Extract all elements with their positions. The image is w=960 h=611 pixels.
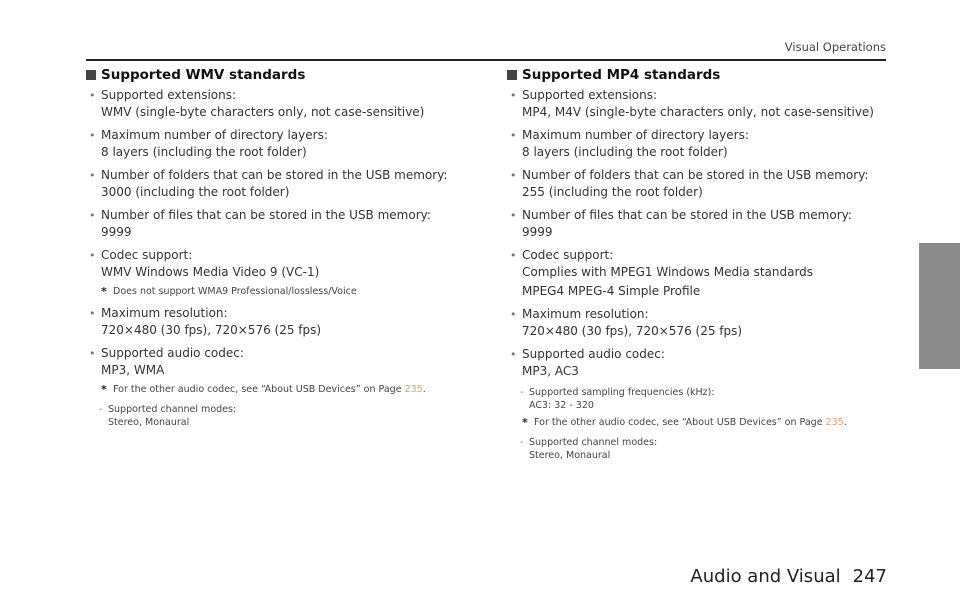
list-item: • Number of files that can be stored in the USB memory: 9999 <box>510 208 852 239</box>
bullet-icon: • <box>510 308 517 321</box>
bullet-icon: • <box>89 129 96 142</box>
list-item: • Maximum resolution: 720×480 (30 fps), 720×576 (25 fps) <box>89 306 322 337</box>
mp4-section <box>507 67 887 466</box>
sampling-frequencies: - Supported sampling frequencies (kHz): AC3: 32 - 320 <box>520 387 715 411</box>
chapter-side-tab <box>919 243 960 369</box>
audio-note: * For the other audio codec, see “About USB Devices” on Page 235. <box>101 383 426 396</box>
dash-icon: - <box>520 387 524 398</box>
channel-modes: - Supported channel modes: Stereo, Monaural <box>99 404 237 428</box>
bullet-icon: • <box>510 249 517 262</box>
dash-icon: - <box>520 437 524 448</box>
list-item: • Supported audio codec: MP3, WMA <box>89 346 244 377</box>
list-item: • Number of files that can be stored in the USB memory: 9999 <box>89 208 431 239</box>
bullet-icon: • <box>510 89 517 102</box>
mp4-section-title: Supported MP4 standards <box>507 67 887 83</box>
chapter-title: Audio and Visual <box>690 566 841 587</box>
bullet-icon: • <box>510 129 517 142</box>
square-bullet-icon <box>507 70 517 80</box>
bullet-icon: • <box>510 209 517 222</box>
page-link[interactable]: 235 <box>404 384 423 395</box>
page-footer <box>690 566 887 587</box>
list-item: • Maximum number of directory layers: 8 layers (including the root folder) <box>510 128 749 159</box>
header-rule <box>86 59 886 61</box>
bullet-icon: • <box>510 169 517 182</box>
asterisk-icon: * <box>101 285 107 298</box>
list-item: • Number of folders that can be stored in the USB memory: 3000 (including the root folder) <box>89 168 448 199</box>
bullet-icon: • <box>89 89 96 102</box>
bullet-icon: • <box>510 348 517 361</box>
bullet-icon: • <box>89 209 96 222</box>
asterisk-icon: * <box>101 383 107 396</box>
list-item: • Number of folders that can be stored in the USB memory: 255 (including the root folder) <box>510 168 869 199</box>
codec-note: * Does not support WMA9 Professional/lossless/Voice <box>101 285 357 298</box>
list-item: • Maximum number of directory layers: 8 layers (including the root folder) <box>89 128 328 159</box>
square-bullet-icon <box>86 70 96 80</box>
bullet-icon: • <box>89 169 96 182</box>
asterisk-icon: * <box>522 416 528 429</box>
list-item: • Maximum resolution: 720×480 (30 fps), 720×576 (25 fps) <box>510 307 743 338</box>
wmv-section <box>86 67 466 433</box>
list-item: • Supported extensions: WMV (single-byte characters only, not case-sensitive) <box>89 88 425 119</box>
audio-note: * For the other audio codec, see “About USB Devices” on Page 235. <box>522 416 847 429</box>
page-number: 247 <box>852 566 887 587</box>
section-header-label: Visual Operations <box>784 40 886 54</box>
bullet-icon: • <box>89 249 96 262</box>
page-link[interactable]: 235 <box>825 417 844 428</box>
channel-modes: - Supported channel modes: Stereo, Monaural <box>520 437 658 461</box>
bullet-icon: • <box>89 307 96 320</box>
list-item: • Codec support: Complies with MPEG1 Windows Media standards MPEG4 MPEG-4 Simple Profile <box>510 248 814 298</box>
dash-icon: - <box>99 404 103 415</box>
list-item: • Supported audio codec: MP3, AC3 <box>510 347 665 378</box>
wmv-section-title: Supported WMV standards <box>86 67 466 83</box>
list-item: • Supported extensions: MP4, M4V (single-byte characters only, not case-sensitive) <box>510 88 874 119</box>
list-item: • Codec support: WMV Windows Media Video 9 (VC-1) <box>89 248 320 279</box>
bullet-icon: • <box>89 347 96 360</box>
